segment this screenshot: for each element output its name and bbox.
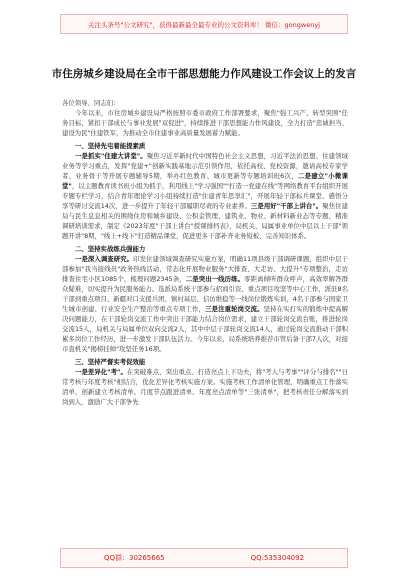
section-2-lead-2: 二是突出一线历练。 <box>185 275 245 283</box>
qq-number-text: QQ:535304092 <box>250 554 305 562</box>
section-2-text-1: 印发住建领域调查研究实施方案，明确11项县级干部调研课题，组织中层干部参加"我当接线员"政务热线活动，常态化开展物业服务"大排查、大走访、大提升"专项整治，走访排查住宅小区1085个，梳理问题2345条， <box>62 255 348 283</box>
greeting: 各位领导、同志们： <box>62 99 120 107</box>
section-2-lead-1: 一是深入调查研究。 <box>75 255 134 263</box>
section-3-heading: 三、坚持严督实考促效能 <box>75 358 146 366</box>
section-3-text-1: 在突破难点、突出重点、打造亮点上下功夫，将"考人与考事""评分与排名""日常考核与年度考核"相结合，优化差异化考核实施方案。实施考核工作清单化管理，明确重点工作落实清单，创新建立考核清单、月度节点跟进清单、年度亮点清单等"三张清单"，把考核责任分解落实到岗到人，激励广大干部争先 <box>62 368 348 406</box>
top-promo-banner <box>60 14 348 34</box>
section-2-text-2: 零距离倾听群众呼声，高效率解答群众疑难，切实提升为民服务能力。选派局系统干部参与招商引资、重点项目攻坚等中心工作，派驻8名干部到重点项目、新疆对口支援兵团、镇村基层、信访维稳等一线岗位锻炼实训，4名干部参与国家卫生城市创建、行业安全生产整治等重点专项工作， <box>62 275 349 313</box>
bottom-promo-banner <box>60 548 348 568</box>
section-1-text-2: ，以主题教育读书班小组为抓手，利用线上"学习强国""打造一党建在线"等网络教育平台组织开展专题专栏学习，结合青年理论学习小组持续打造"住建青年思享汇"，开展年轻干部标兵课堂、感悟分享等研讨交流14次，进一步提升了年轻干部履职尽责的专业素养。 <box>62 182 348 210</box>
document-body <box>62 98 348 407</box>
section-2-heading: 二、坚持实战练兵强能力 <box>75 245 146 253</box>
intro-paragraph: 今年以来，市住房城乡建设局严格按照市委市政府工作部署要求，聚焦"强工兴产、转型突围"任务目标，紧扣干部成长与事业发展"双促进"，持续推进干部思想能力作风建设，全力打造"忠诚担当、建设为民"住建铁军，为推动全市住建事业高质量发展蓄力赋能。 <box>62 109 348 137</box>
section-2-paragraph <box>62 254 348 354</box>
section-1-paragraph <box>62 151 348 241</box>
section-1-lead-2: 二是建立"小微课堂" <box>62 172 348 190</box>
section-1-text-3: 聚焦住建局与民生息息相关的围绕住房和城乡建设、公积金管理、建筑业、物业、新材料新业态等专题，精准调研培训需求，制定《2023年度"干部上讲台"授课排档表》，局机关、局属事业单位中层以上干部"领题开讲"8期，"线上+线下"打造精品课堂，促进更多干部补齐业务短板、完善知识体系。 <box>62 202 348 240</box>
section-2-lead-3: 三是注重轮岗交流。 <box>205 305 264 313</box>
document-title: 市住房城乡建设局在全市干部思想能力作风建设工作会议上的发言 <box>51 68 357 80</box>
section-1-lead-3: 三是用好"干部上讲台"。 <box>250 202 323 210</box>
section-2-text-3: 坚持在实打实的锻炼中提高解决问题能力，在干部轮岗交流工作中突出干部能力结合岗位需求，建立干部轮岗交流台账，推进轮岗交流15人，局机关与局属单位双向交流2人，其中中层干部轮岗交流14人，通过轮岗交流推动干部积累多岗位工作经历，进一步激发干部队伍活力。今年以来，局系统培养推荐市管后备干部7人次，对接市直机关"揭榜挂帅"攻坚任务16项。 <box>62 305 349 353</box>
section-3-lead-1: 一是差异化"考"。 <box>75 368 127 376</box>
section-1-text-1: 聚焦习近平新时代中国特色社会主义思想，习近平法治思想、住建领域业务等学习重点，发挥"党建+"创新实践基地示范引领作用，依托高校、党校资源，邀请高校专家学者、业务骨干等开展专题辅导5期，举办红色教育、城市更新等专题培训班6次， <box>62 152 349 180</box>
section-1-heading: 一、坚持先屯着能提素质 <box>75 142 146 150</box>
top-promo-text: 关注头条号"公文研究"，获得最新最全最专业的公文资料库！ 微信：gongwenyj <box>88 20 320 29</box>
section-3-paragraph <box>62 367 348 407</box>
section-1-lead-1: 一是抓实"住建大讲堂"。 <box>75 152 147 160</box>
qq-group-text: QQ群：30265665 <box>103 554 165 562</box>
